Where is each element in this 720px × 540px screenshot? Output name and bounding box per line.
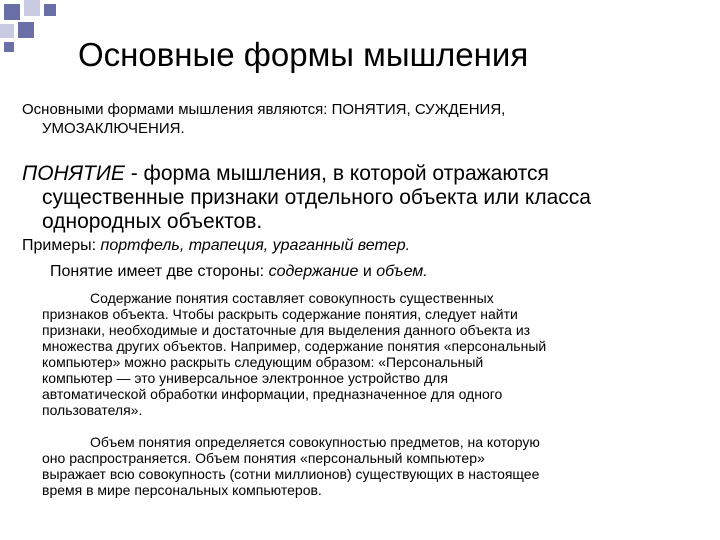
slide-title: Основные формы мышления: [78, 36, 529, 73]
decor-square-2: [24, 0, 40, 16]
volume-line: выражает всю совокупность (сотни миллионов) существующих в настоящее: [42, 466, 540, 482]
content-line: автоматической обработки информации, предназначенное для одного: [42, 386, 503, 402]
intro-line-2: УМОЗАКЛЮЧЕНИЯ.: [42, 120, 185, 137]
content-line: множества других объектов. Например, содержание понятия «персональный: [42, 338, 547, 354]
intro-text: [22, 100, 662, 138]
content-line: признаки, необходимые и достаточные для выделения данного объекта из: [42, 322, 531, 338]
content-line: признаков объекта. Чтобы раскрыть содержание понятия, следует найти: [42, 306, 518, 322]
and-word: и: [358, 263, 377, 280]
volume-line: оно распространяется. Объем понятия «персональный компьютер»: [42, 450, 485, 466]
volume-line: Объем понятия определяется совокупностью предметов, на которую: [90, 434, 540, 450]
content-line: компьютер — это универсальное электронное устройство для: [42, 370, 448, 386]
intro-line-1: Основными формами мышления являются: ПОНЯТИЯ, СУЖДЕНИЯ,: [22, 101, 506, 118]
volume-line: время в мире персональных компьютеров.: [42, 482, 322, 498]
decor-square-1: [4, 4, 20, 20]
decor-square-4: [0, 24, 14, 38]
volume-word: объем.: [376, 263, 428, 280]
decor-square-6: [4, 42, 14, 52]
examples-label: Примеры:: [22, 237, 101, 254]
definition-line-3: однородных объектов.: [42, 210, 263, 233]
definition-line-2: существенные признаки отдельного объекта или класса: [42, 186, 591, 209]
definition-line-1: - форма мышления, в которой отражаются: [124, 162, 549, 185]
content-paragraph: [42, 290, 712, 418]
decor-square-5: [18, 22, 34, 38]
content-line: пользователя».: [42, 402, 143, 418]
concept-term: ПОНЯТИЕ: [22, 162, 125, 185]
two-sides-line: [50, 262, 710, 282]
content-line: Содержание понятия составляет совокупность существенных: [90, 290, 494, 306]
examples-items: портфель, трапеция, ураганный ветер.: [100, 237, 411, 254]
content-word: содержание: [268, 263, 359, 280]
content-line: компьютер» можно раскрыть следующим образом: «Персональный: [42, 354, 484, 370]
two-sides-text: Понятие имеет две стороны:: [50, 263, 269, 280]
examples-line: [22, 236, 712, 256]
decor-square-3: [44, 4, 56, 16]
volume-paragraph: [42, 434, 712, 498]
corner-decoration: [0, 0, 60, 60]
concept-definition: [22, 162, 712, 234]
